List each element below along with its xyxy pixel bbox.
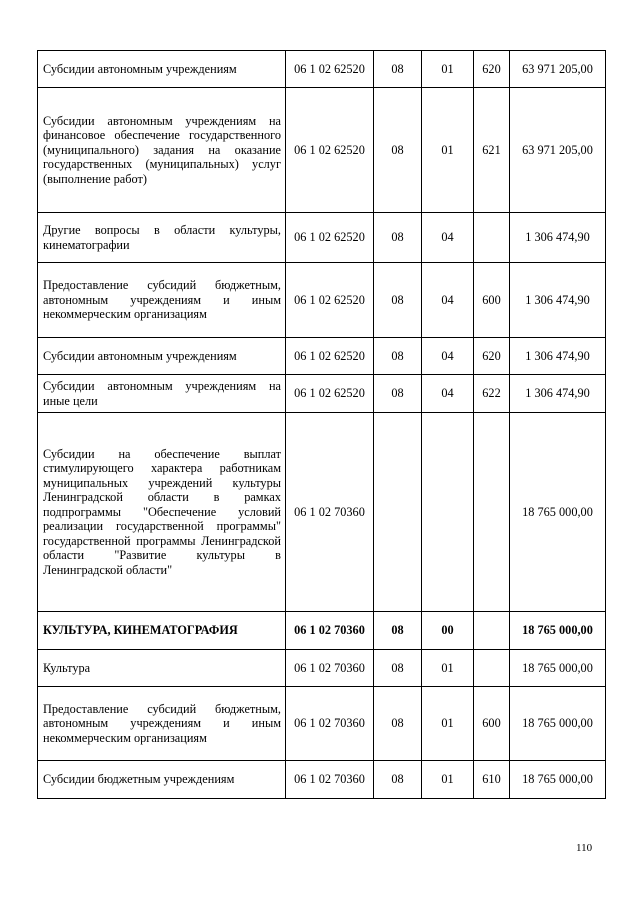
row-target-article: 06 1 02 70360 xyxy=(286,612,374,650)
table-row xyxy=(38,687,606,761)
row-expense-type: 622 xyxy=(474,375,510,413)
table-row xyxy=(38,88,606,213)
row-expense-type xyxy=(474,413,510,612)
row-subsection: 04 xyxy=(422,375,474,413)
row-section: 08 xyxy=(374,687,422,761)
row-name: Субсидии автономным учреждениям на финансовое обеспечение государственного (муниципального) задания на оказание государственных (муниципальных) услуг (выполнение работ) xyxy=(38,88,286,213)
row-target-article: 06 1 02 62520 xyxy=(286,263,374,338)
row-target-article: 06 1 02 62520 xyxy=(286,338,374,375)
budget-table xyxy=(37,50,606,799)
row-subsection xyxy=(422,413,474,612)
row-subsection: 04 xyxy=(422,213,474,263)
row-section: 08 xyxy=(374,51,422,88)
row-expense-type: 610 xyxy=(474,761,510,799)
row-expense-type xyxy=(474,612,510,650)
row-expense-type: 620 xyxy=(474,51,510,88)
row-subsection: 01 xyxy=(422,650,474,687)
row-target-article: 06 1 02 62520 xyxy=(286,213,374,263)
row-section: 08 xyxy=(374,213,422,263)
row-sum: 1 306 474,90 xyxy=(510,263,606,338)
row-name: Культура xyxy=(38,650,286,687)
row-name: Субсидии на обеспечение выплат стимулирующего характера работникам муниципальных учреждений культуры Ленинградской области в рамках подпрограммы "Обеспечение условий реализации государственной программы" государственной программы Ленинградской области "Развитие культуры в Ленинградской области" xyxy=(38,413,286,612)
row-expense-type: 600 xyxy=(474,263,510,338)
row-section: 08 xyxy=(374,612,422,650)
row-sum: 18 765 000,00 xyxy=(510,413,606,612)
row-subsection: 01 xyxy=(422,687,474,761)
row-sum: 63 971 205,00 xyxy=(510,88,606,213)
row-name: Предоставление субсидий бюджетным, автономным учреждениям и иным некоммерческим организациям xyxy=(38,263,286,338)
row-target-article: 06 1 02 70360 xyxy=(286,650,374,687)
row-subsection: 01 xyxy=(422,88,474,213)
row-name: Субсидии бюджетным учреждениям xyxy=(38,761,286,799)
row-section xyxy=(374,413,422,612)
row-name: Другие вопросы в области культуры, кинематографии xyxy=(38,213,286,263)
row-section: 08 xyxy=(374,761,422,799)
row-subsection: 01 xyxy=(422,761,474,799)
row-expense-type: 600 xyxy=(474,687,510,761)
table-row xyxy=(38,375,606,413)
row-sum: 18 765 000,00 xyxy=(510,612,606,650)
table-row xyxy=(38,612,606,650)
row-sum: 18 765 000,00 xyxy=(510,650,606,687)
row-subsection: 04 xyxy=(422,338,474,375)
table-row xyxy=(38,213,606,263)
row-section: 08 xyxy=(374,375,422,413)
row-target-article: 06 1 02 70360 xyxy=(286,761,374,799)
table-row xyxy=(38,650,606,687)
row-section: 08 xyxy=(374,650,422,687)
row-target-article: 06 1 02 62520 xyxy=(286,88,374,213)
row-expense-type xyxy=(474,650,510,687)
page-number: 110 xyxy=(576,842,593,854)
row-name: КУЛЬТУРА, КИНЕМАТОГРАФИЯ xyxy=(38,612,286,650)
row-section: 08 xyxy=(374,338,422,375)
row-name: Предоставление субсидий бюджетным, автономным учреждениям и иным некоммерческим организациям xyxy=(38,687,286,761)
row-sum: 1 306 474,90 xyxy=(510,213,606,263)
row-target-article: 06 1 02 70360 xyxy=(286,687,374,761)
table-row xyxy=(38,761,606,799)
row-target-article: 06 1 02 70360 xyxy=(286,413,374,612)
table-row xyxy=(38,263,606,338)
row-section: 08 xyxy=(374,263,422,338)
table-row xyxy=(38,413,606,612)
row-target-article: 06 1 02 62520 xyxy=(286,51,374,88)
row-expense-type: 620 xyxy=(474,338,510,375)
table-row xyxy=(38,51,606,88)
row-target-article: 06 1 02 62520 xyxy=(286,375,374,413)
table-row xyxy=(38,338,606,375)
row-section: 08 xyxy=(374,88,422,213)
row-expense-type: 621 xyxy=(474,88,510,213)
row-name: Субсидии автономным учреждениям на иные цели xyxy=(38,375,286,413)
row-expense-type xyxy=(474,213,510,263)
row-subsection: 01 xyxy=(422,51,474,88)
row-name: Субсидии автономным учреждениям xyxy=(38,51,286,88)
row-subsection: 04 xyxy=(422,263,474,338)
row-sum: 18 765 000,00 xyxy=(510,761,606,799)
row-subsection: 00 xyxy=(422,612,474,650)
row-sum: 18 765 000,00 xyxy=(510,687,606,761)
row-name: Субсидии автономным учреждениям xyxy=(38,338,286,375)
row-sum: 63 971 205,00 xyxy=(510,51,606,88)
row-sum: 1 306 474,90 xyxy=(510,338,606,375)
row-sum: 1 306 474,90 xyxy=(510,375,606,413)
